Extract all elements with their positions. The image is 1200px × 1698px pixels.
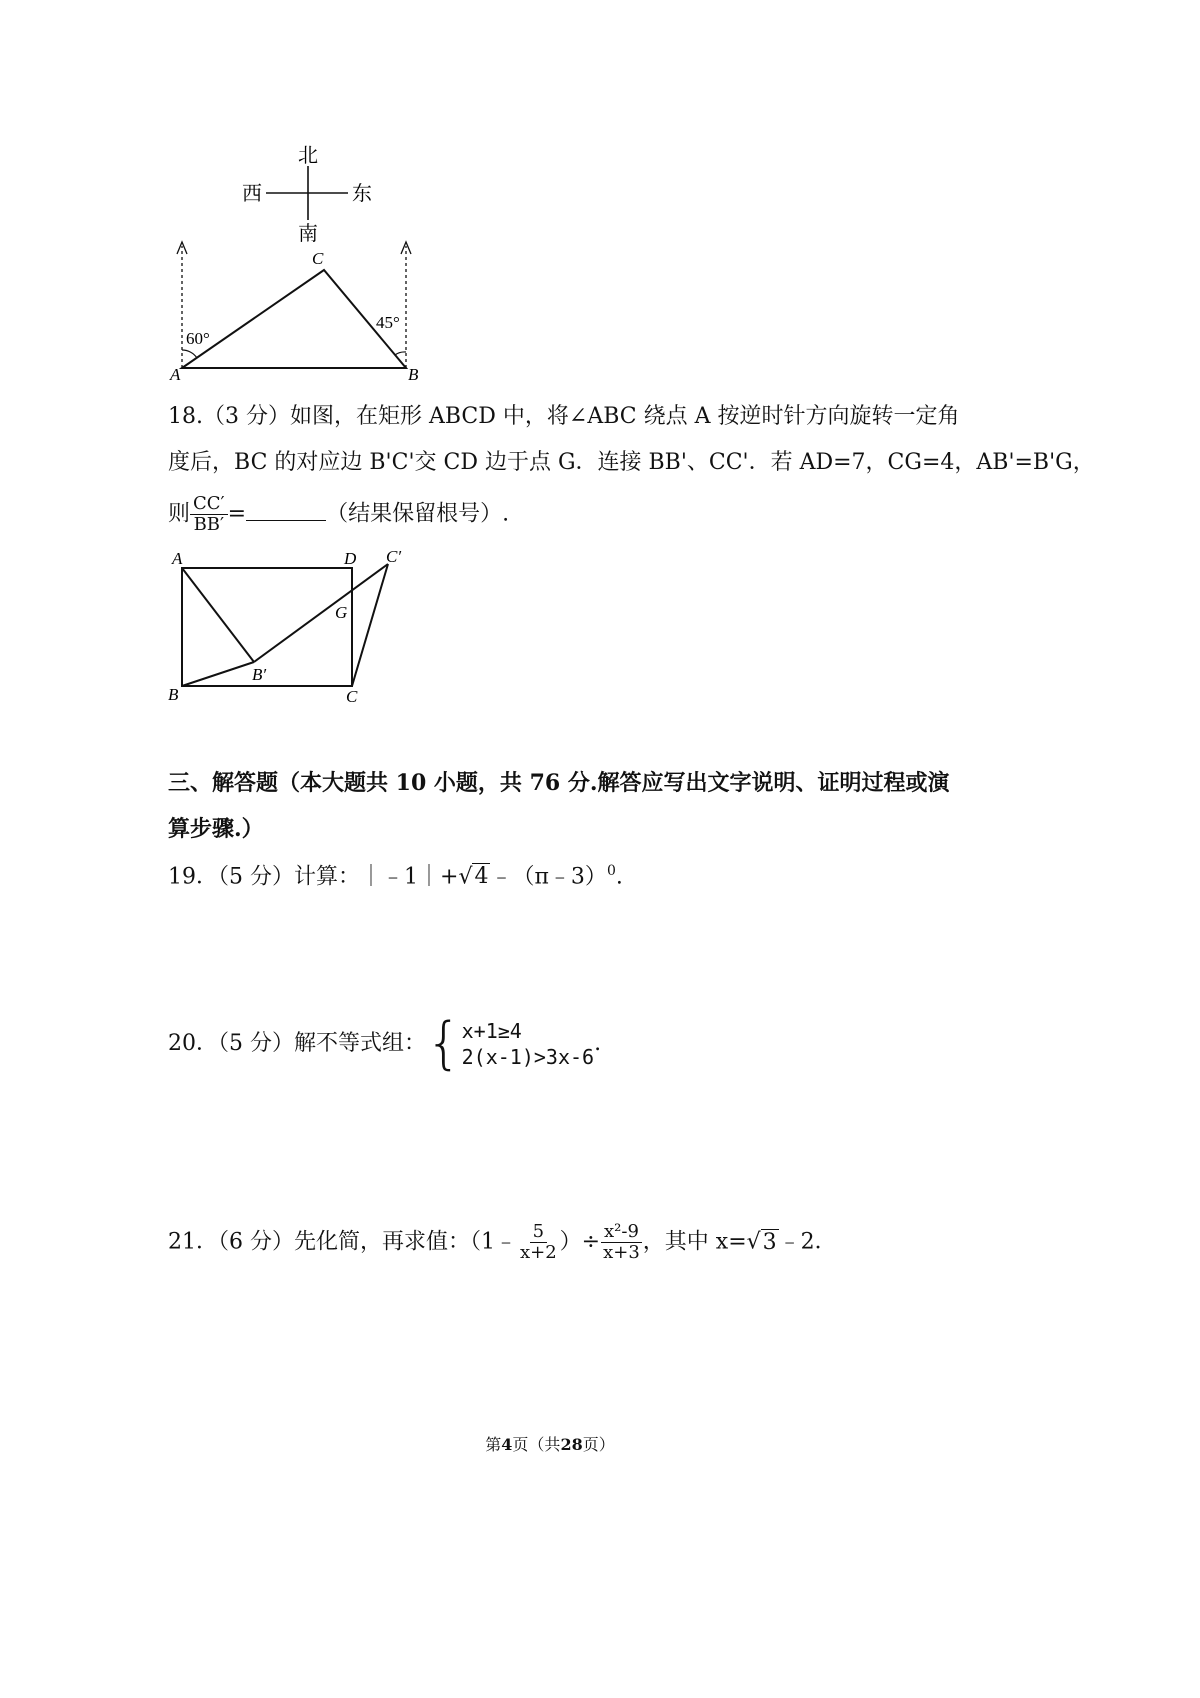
q21-f1-denominator: x+2 xyxy=(519,1242,557,1263)
point-label-c: C xyxy=(346,687,358,706)
q18-answer-blank[interactable] xyxy=(246,500,326,521)
angle-arc-b xyxy=(395,352,406,355)
q21 xyxy=(168,1222,837,1263)
q20-row2: 2(x-1)>3x-6 xyxy=(461,1045,595,1069)
triangle-abc xyxy=(182,270,406,368)
q18-suffix: （结果保留根号）. xyxy=(326,501,510,527)
segment-ab-prime xyxy=(182,568,254,662)
figure-rectangle-rotation xyxy=(160,546,420,711)
segment-bb-prime xyxy=(182,662,254,686)
q21-tail1: ，其中 x= xyxy=(642,1229,747,1255)
q18-fraction xyxy=(190,494,228,535)
point-label-b: B xyxy=(408,365,419,384)
point-label-a: A xyxy=(172,549,183,568)
segment-b-prime-c-prime xyxy=(254,564,388,662)
q19-prefix: 19．（5 分）计算： xyxy=(168,864,360,890)
q18-frac-numerator: CC′ xyxy=(190,494,228,515)
angle-label-60: 60° xyxy=(186,329,210,348)
q20-inequality-system xyxy=(426,1011,595,1076)
page-footer xyxy=(0,1432,1100,1455)
q19-end: . xyxy=(615,864,623,890)
section3-title-line2: 算步骤.） xyxy=(168,816,264,842)
q21-mid: ）÷ xyxy=(559,1229,601,1255)
q18-line2: 度后，BC 的对应边 B'C'交 CD 边于点 G．连接 BB'、CC'．若 AD=7，CG=4，AB'=B'G， xyxy=(168,450,1095,475)
point-label-c: C xyxy=(312,249,324,268)
point-label-a: A xyxy=(170,365,181,384)
footer-pre: 第 xyxy=(485,1435,502,1454)
brace-icon: { xyxy=(426,1011,462,1076)
q21-fraction2 xyxy=(600,1222,643,1263)
compass-west-label: 西 xyxy=(242,183,262,205)
footer-post: 页） xyxy=(582,1435,615,1454)
point-label-b-prime: B′ xyxy=(252,665,267,684)
q21-f2-denominator: x+3 xyxy=(603,1242,640,1263)
point-label-g: G xyxy=(335,603,348,622)
q20-end: . xyxy=(594,1031,602,1056)
q21-fraction1 xyxy=(517,1222,560,1263)
q20 xyxy=(168,1011,602,1076)
point-label-d: D xyxy=(344,549,357,568)
footer-page-number: 4 xyxy=(501,1435,513,1454)
q21-f2-numerator: x²-9 xyxy=(601,1222,642,1243)
footer-total-pages: 28 xyxy=(560,1435,583,1454)
sqrt-icon: √ xyxy=(458,864,473,890)
q18-frac-denominator: BB′ xyxy=(193,514,225,535)
q19 xyxy=(168,856,623,892)
segment-cc-prime xyxy=(352,564,388,686)
footer-mid: 页（共 xyxy=(512,1435,561,1454)
q19-plus: + xyxy=(440,864,459,890)
angle-label-45: 45° xyxy=(376,313,400,332)
point-label-c-prime: C′ xyxy=(386,547,402,566)
section3-title-line1: 三、解答题（本大题共 10 小题，共 76 分.解答应写出文字说明、证明过程或演 xyxy=(168,770,950,796)
q19-abs: ｜﹣1｜ xyxy=(360,864,440,890)
figure-bearing-triangle xyxy=(160,140,460,390)
compass-east-label: 东 xyxy=(352,183,372,205)
q18-equals: = xyxy=(227,501,247,527)
q20-row1: x+1≥4 xyxy=(461,1019,522,1043)
q21-prefix: 21．（6 分）先化简，再求值：（1﹣ xyxy=(168,1229,517,1255)
rectangle-abcd xyxy=(182,568,352,686)
q19-rest: ﹣（π﹣3） xyxy=(490,864,607,890)
compass-north-label: 北 xyxy=(298,145,318,167)
q21-f1-numerator: 5 xyxy=(530,1222,547,1243)
q20-prefix: 20．（5 分）解不等式组： xyxy=(168,1031,426,1056)
q21-sqrt-arg: 3 xyxy=(762,1229,777,1255)
sqrt-icon: √ xyxy=(746,1229,761,1255)
q18-line1: 18.（3 分）如图，在矩形 ABCD 中，将∠ABC 绕点 A 按逆时针方向旋转一定角 xyxy=(168,404,960,429)
q18-line3 xyxy=(168,494,509,535)
angle-arc-a xyxy=(182,350,197,358)
q21-tail2: ﹣2． xyxy=(778,1229,837,1255)
point-label-b: B xyxy=(168,685,179,704)
q19-exponent: 0 xyxy=(606,863,616,879)
compass-south-label: 南 xyxy=(298,223,318,245)
q19-sqrt-arg: 4 xyxy=(474,864,489,890)
q18-prefix: 则 xyxy=(168,501,191,527)
